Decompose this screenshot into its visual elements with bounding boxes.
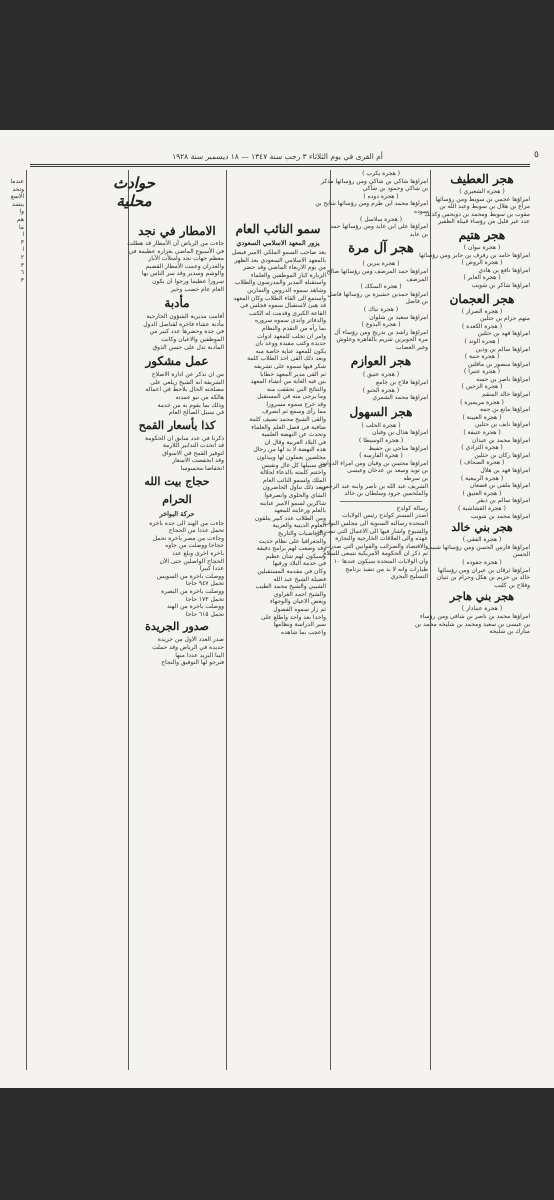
article-body [130,435,224,473]
heading-hijar-al-ajman: هجر العجمان [449,291,515,306]
text-line: ( هجرة الصحاف ) [459,459,505,467]
text-line: واستقبله المدير والمدرسون والطلاب [234,279,326,287]
text-line: ( هجرة الحلب ) [361,421,401,429]
text-line: ( هجرة الروض ) [461,259,503,267]
text-line: امراؤها محمد بن ناصر بن شافي ومن رؤساء [419,612,530,620]
text-line: ( هجرة الحنو ) [362,386,400,394]
text-line: سير الدراسة ونظامها [273,621,326,629]
header-rule [30,164,530,165]
text-line: ا [22,246,24,254]
text-line: جاءت من الهند الى جدة باخرة [149,519,224,527]
article-body [326,260,428,351]
text-line: الشريف عبد الله بن ناصر وابنه عبد الرحمن [320,482,428,490]
heading-commendable-work: عمل مشكور [145,354,209,369]
heading-hijar-hutaym: هجر هتيم [458,227,506,242]
heading-pilgrims: حجاج بيت الله الحرام [144,474,210,506]
text-line: ( هجرة يبرين ) [362,260,400,268]
text-line: ( هجرة عتيقة ) [463,429,501,437]
text-line: ( هجرة العنيق ) [462,489,502,497]
text-line: ( هجرة العاير ) [463,274,501,282]
text-line: امراؤها محسن بن وقيان ومن امراء الدواسر [318,459,428,467]
text-line: وجاءت من مصر باخرة تحمل [152,534,224,542]
text-line: امراؤها حامد بن رفرف بن جابر ومن رؤسائها [419,251,530,259]
text-line: امراؤها سالم بن وذين [475,345,530,353]
text-line: عهده والى العلاقات الخارجية والتجارة [335,535,428,543]
text-line: امراؤها هذال بن وقيان [372,429,428,437]
text-line: ٣ [20,261,24,269]
article-body [414,605,530,636]
text-line: المرضف [406,275,428,283]
text-line: بن عيسى بن سعيد ومحمد بن شليخه محمد بن [414,620,530,628]
text-line: بعد صاحب السمو الملكي الامير فيصل [231,249,326,256]
article-body [0,178,24,284]
text-line: ( هجرة الوتد ) [464,337,500,345]
divider [340,501,422,502]
text-line: امراؤها راشد بن ندريج ومن رؤساء آل [334,328,428,336]
text-line: وذلك بما يقوم به من خدمة [157,401,224,409]
text-line: امراؤها حمد المرضف ومن رؤسائها صالح [326,267,428,275]
text-line: وتحدث عن النهضة العلمية [261,431,326,439]
text-line: امراؤها ناصر بن حسه [476,375,530,383]
text-line: ( هجرة الكعدة ) [462,322,502,330]
text-line: امراؤها فلاح بن جامع [376,379,428,387]
heading-newspaper-issue: صدور الجريدة [145,620,209,634]
text-line: امراؤها شاكر بن شويب [471,281,530,289]
text-line: امراؤها فهد بن حثلين [477,330,530,338]
text-line: ذكرنا في عدد سابق ان الحكومة [145,434,224,442]
text-line: تحمل ١٧٣ حاجا [185,595,224,603]
text-line: وفلاح بن كليب [494,581,530,589]
text-line: أقامت مديرية الشؤون الخارجية [146,313,224,321]
text-line: جديدة وكتب مفيدة ووعد بان [255,340,326,348]
heading-hijar-al-awazim: هجر العوازم [350,354,412,369]
text-line: قد هيئ لاستقبال سموه فجلس في [240,302,326,310]
text-line: لتوفير القمح في الاسواق [162,449,224,457]
text-line: المأدبة تدل على حسن الذوق [152,343,224,351]
text-line: فنرجو لها التوفيق والنجاح [161,659,224,667]
text-line: بن تويد وسعد بن عدخان وعيسى [347,467,428,475]
text-line: ( هجرة الشعيري ) [459,188,505,195]
text-line: العلوم الدينية والعربية [272,522,326,530]
text-line: وبعد ذلك القى احد الطلاب كلمة [247,355,326,363]
text-line: ( هجرة عتيق ) [362,371,400,379]
heading-wheat-prices: كذا بأسعار القمح [138,418,216,432]
text-line: وشاهد سموه الدروس والتمارين [247,286,326,294]
page-header: أم القرى في يوم الثلاثاء ٣ رجب سنة ١٣٤٧ — ١٨ ديسمبر سنة ١٩٢٨ [172,152,383,161]
text-line: التسليح البحري [390,573,428,581]
text-line: ( هجرة حنية ) [464,353,500,361]
text-line: ٣ [20,238,24,246]
text-line: هم [16,215,24,223]
heading-hijar-al-suhul: هجر السهول [349,404,413,419]
text-line: بن شاكي وحمود بن شاكي [362,185,428,193]
text-line: امراؤها منصور بن ماقلين [467,360,530,368]
article-body [130,313,224,351]
text-line: الينا البريد عددا منها [175,651,224,659]
text-line: امراؤها شاكي بن شاكي ومن رؤسائها مذكر [321,177,428,185]
text-line: ضافية في فضل العلم والعلماء [251,423,326,431]
heading-hijar-al-murrah: هجر آل مرة [348,241,414,257]
text-line: في خدمة البلاد ورقيها [272,560,326,568]
text-line: بن سرطه [403,475,428,482]
text-line: شكر فيها سموه على تشريفه [253,362,326,370]
text-line: من يوم الاربعاء الماضي وقد حضر [242,264,326,272]
text-line: ( هجرة جفوده ) [462,558,502,566]
text-line: امراؤها ثرقان بن عيران ومن رؤسائها [438,566,530,574]
text-line: ثم زار سموه الفصول [273,605,326,613]
text-line: صدر العدد الاول من جريدة [157,636,224,644]
heading-hijar-al-utayf: هجر العطيف [450,172,514,186]
text-line: والرياضيات والتاريخ [278,529,326,537]
text-line: امراؤها محمد بن عيدان [471,436,530,444]
text-line: ( هجرة الثرادي ) [461,444,503,452]
text-line: ثم ذكر ان الحكومة الامريكية تسعى للسلام [322,550,428,558]
article-body [318,421,428,498]
text-line: ( هجرة عينادار ) [461,605,503,613]
text-line: ( هجرة القشاشية ) [458,504,506,512]
text-line: ما [18,223,24,231]
text-line: وما يرجى منه في المستقبل [257,393,326,401]
text-line: وسيكون لهم شأن عظيم [265,552,326,560]
text-line: ووصلت باخرة من الهند [166,603,224,611]
text-line: والشيوخ واشار فيها الى الاعمال التي تمت في [314,527,428,535]
text-line: بين فيه الغاية من انشاء المعهد [250,378,326,386]
text-line: مقوب بن سويط ومحمد بن دويحس وكذلك [424,210,530,218]
text-line: وبعد ذلك تناول الحاضرون [262,484,326,492]
text-line: ثم القى مدير المعهد خطابا [260,370,326,378]
text-line: مصلحته الحال بلاحظ في اعماله [145,386,224,394]
text-line: وامر ان تجلب للمعهد ادوات [257,332,326,340]
text-line: المتحدة رسالته السنوية الى مجلس النواب [323,519,428,527]
text-line: امراؤها مانع بن جمه [479,406,530,414]
text-line: جاءت من الرياض أن الأمطار قد هطلت [127,240,224,247]
text-line: وا [19,208,24,216]
text-line: ( هجرة نباك ) [363,305,399,313]
article-body [130,520,224,619]
text-line: ٣ [20,276,24,284]
text-line: وغير العصاب [395,343,428,351]
text-line: وكان في مقدمة المستقبلين [257,567,326,575]
text-line: امراؤها خالد المنقم [482,391,530,399]
text-line: امراؤها علي ابن عايد ومن رؤسائها حمد [330,223,428,231]
text-line: واستمع الى القاء الطلاب وكان المعهد [233,294,326,302]
text-line: والغدران وعمت الأمطار القصيم [145,262,224,270]
text-line: ( هجرة مريميرة ) [460,398,504,406]
text-line: ( هجرة يكرب ) [362,170,400,177]
subheading: حركة البواخر [159,509,195,518]
text-line: والقى الشيخ محمد نصيف كلمة [249,416,326,424]
text-line: في جدة وحضرها عدد كبير من [149,328,224,336]
text-line: وتحد [12,185,24,193]
text-line: الملك ولسمو النائب العام [262,476,326,484]
text-line: القاعة الكبرى وقدمت له الكتب [249,309,326,317]
text-line: ( هجرة الصرار ) [461,307,503,315]
text-line: في الأسبوع الماضي بغزارة عظيمة في [128,247,224,255]
text-line: طيارات وانه لا بد من تنفيذ برنامج [345,565,428,573]
header-rule-2 [30,166,530,167]
text-line: مما رأى وسمع ثم انصرف [262,408,326,416]
text-line: مخلصين يعملون لها ويبذلون [256,454,326,462]
text-line: الحسن [512,551,530,559]
text-line: اصدر المستر كولدج رئيس الولايات [342,512,428,520]
text-line: في البلاد العربية وقال ان [264,438,326,446]
text-line: امراؤها سعيد بن شلوان [369,313,428,321]
text-line: ( هجرة السكك ) [360,283,402,291]
text-line: بما رآه من التقدم والنظام [262,324,326,332]
text-line: وقد انخفضت الاسعار [172,457,224,465]
masthead-local-news: حوادث محلية [113,174,155,210]
text-line: بن عايد [409,230,428,238]
text-line: وقد خرج سموه مسرورا [266,400,326,408]
article-body [127,240,224,293]
article-body [314,504,428,581]
text-line: هالكه من نيو عمدته [175,393,224,401]
text-line: ( هجرة الربيعية ) [460,474,504,482]
text-line: مأدبة عشاء فاخرة لقناصل الدول [143,320,224,328]
text-line: ٦ [20,269,24,277]
text-line: خالد بن حزيم بن هكل وحزام بن ثنيان [436,574,530,582]
heading-hijar-bani-khalid: هجر بني خالد [451,521,513,535]
newspaper-page [0,130,554,1088]
text-line: باخرة اخرى وبلغ عدد [172,550,224,558]
subheading: يزور المعهد الاسلامي السعودي [236,239,320,247]
text-line: ( هجرة دوده ) [363,192,399,200]
article-body [434,308,530,521]
text-line: امراؤها حمدين حشيزة بن رؤسائها فاضل [327,290,428,298]
text-line: تحمل عددا من الحجاج [168,527,224,535]
text-line: بن فاضل [405,298,428,306]
text-line: والنتائج التي تحققت منه [266,385,326,393]
column-4 [127,170,224,1085]
text-line: في سبيل الصالح العام [169,409,224,417]
text-line: امراؤها فارس الحسن ومن رؤسائها شبيب [426,543,530,551]
text-line: ( هجرة نبوان ) [463,243,501,251]
text-line: امراؤها سالم بن ذيقر [476,497,530,505]
heading-rains-in-najd: الامطار في نجد [138,224,216,238]
article-body [230,249,326,636]
column-divider [330,170,331,1070]
text-line: ( هجرة الزخين ) [461,383,503,391]
article-body [315,170,428,238]
article-body [426,536,530,589]
article-body [130,371,224,417]
column-divider [26,170,27,1070]
text-line: معظم جهات نجد وامتلأت الآبار [148,255,224,263]
text-line: ( هجرة الفارسة ) [359,452,403,460]
text-line: الموظفين والاعيان وكانت [161,335,224,343]
text-line: والوشم وسدير وقد سر الناس بها [141,270,224,278]
text-line: والاقتصاد والضرائب والقوانين التي صدرت [324,542,428,550]
text-line: سرورا عظيما ورجوا ان يكون [152,277,224,285]
text-line: الزيارة كبار الموظفين والعلماء [250,271,326,279]
text-line: الشريفة انه الشيخ زيلعي على [150,378,224,386]
text-line: ( هجرة الفقي ) [462,536,502,544]
text-line: وان الولايات المتحدة سيكون عندها ١٠ [333,557,428,565]
text-line: واحدا بعد واحد واطلع على [261,613,326,621]
text-line: حجاجا ووصلت من جاوه [165,542,224,550]
column-divider [226,170,227,1070]
text-line: ( هجرة البدوع ) [361,321,401,329]
text-line: والجغرافيا على نظام حديث [258,537,326,545]
text-line: ا [22,231,24,239]
column-5-partial [0,178,24,578]
text-line: امراؤها مناحي بن حفيظ [368,444,428,452]
text-line: مبارك بن شليخه [489,628,530,636]
text-line: من ان نذكر عن ادارة الاصلاح [151,371,224,379]
text-line: منهم حزام بن حثلين [479,315,530,323]
text-line: واختتم كلمته بالدعاء لجلالة [260,469,326,477]
text-line: قد اتخذت التدابير اللازمة [162,442,224,450]
text-line: رسالة كولدج [396,504,428,512]
text-line: في سبيلها كل غال ونفيس [261,461,326,469]
heading-crown-prince: سمو النائب العام [235,222,321,236]
text-line: ووصلت باخرة من السويس [156,572,224,580]
text-line: الاسع [10,193,24,201]
text-line: وبعض الاعيان والوجهاء [270,598,326,606]
text-line: ٢ [20,253,24,261]
text-line: وقد وضعت لهم برامج دقيقة [256,545,326,553]
text-line: امراؤها فهد بن هلال [480,467,530,474]
text-line: امراؤها ملفي بن قضعان [469,482,530,490]
text-line: يكون للمعهد عناية خاصة منه [255,347,326,355]
text-line: امراؤها عجمي بن سويط ومن رؤسائها [435,195,530,203]
text-line: يتشد [12,200,24,208]
text-line: فضيلة الشيخ عبد الله [273,575,326,583]
text-line: امراؤها نايف بن حثلين [475,421,530,429]
text-line: العام عام خصب وخير [170,285,224,293]
column-divider [128,170,129,1070]
text-line: ( هجرة العيينة ) [462,413,502,421]
text-line: عدد غير قليل من رؤساء قبيلة الظفير [438,218,530,226]
text-line: الشيبي والشيخ محمد الطيب [255,583,326,591]
text-line: بالمعهد الاسلامي السعودي بعد الظهر [234,256,326,264]
column-2 [314,170,428,1085]
heading-hijar-bani-hajer: هجر بني هاجر [449,590,515,604]
text-line: والدفاتر وابدى سموه سروره [254,317,326,325]
article-body [334,371,428,401]
text-line: امراؤها ركان بن حثلين [474,451,530,459]
text-line: عندما [10,178,24,185]
text-line: مزاع بن هلال بن سويط وعبد الله بن [439,203,530,211]
text-line: والملحمين جرود وسلطان بن خالد [344,490,428,498]
heading-banquet: مأدبة [164,296,190,311]
text-line: امراؤها نافع بن هادي [478,266,530,274]
text-line: ( هجرة عنبرا ) [463,368,501,376]
text-line: سوده [414,207,428,215]
text-line: عددا كبيرا [199,565,224,573]
text-line: مرة الحويرين شريم بالقاهرة وعلوش [336,336,428,344]
text-line: ووصلت باخرة من البصرة [161,588,224,595]
article-body [419,243,530,290]
text-line: واعجب بما شاهده [280,628,326,636]
text-line: الحجاج الواصلين حتى الآن [159,557,224,565]
article-body [424,188,530,226]
text-line: امراؤها محمد الشمري [372,394,428,402]
text-line: امراؤها محمد بن شويب [470,512,530,520]
column-3 [230,220,326,1085]
text-line: ( هجرة سلاسل ) [359,215,403,223]
text-line: ومن الطلاب عدد كبير يتلقون [254,514,326,522]
text-line: جديدة في الرياض وقد حملت [152,643,224,651]
text-line: الشاي والحلوى وانصرفوا [264,492,326,499]
page-number: ٥ [534,150,539,160]
top-dark-band [0,0,554,130]
text-line: شاكرين لسمو الامير عنايته [259,499,326,507]
text-line: تحمل ٩٤٧ حاجا [185,580,224,588]
text-line: ( هجرة الوسيطا ) [358,437,404,445]
text-line: تحمل ٦١٥ حاجا [185,610,224,618]
text-line: امراؤها محمد ابن طرم ومن رؤسائها شايح بن [315,200,428,208]
article-body [130,636,224,666]
text-line: بالعلم ورعايته للمعهد [273,507,326,515]
text-line: والشيخ احمد الغزاوي [273,590,326,598]
text-line: هذه النهضة لا بد لها من رجال [253,446,326,454]
text-line: انخفاضا محسوسا [180,465,224,473]
bottom-dark-band [0,1088,554,1200]
